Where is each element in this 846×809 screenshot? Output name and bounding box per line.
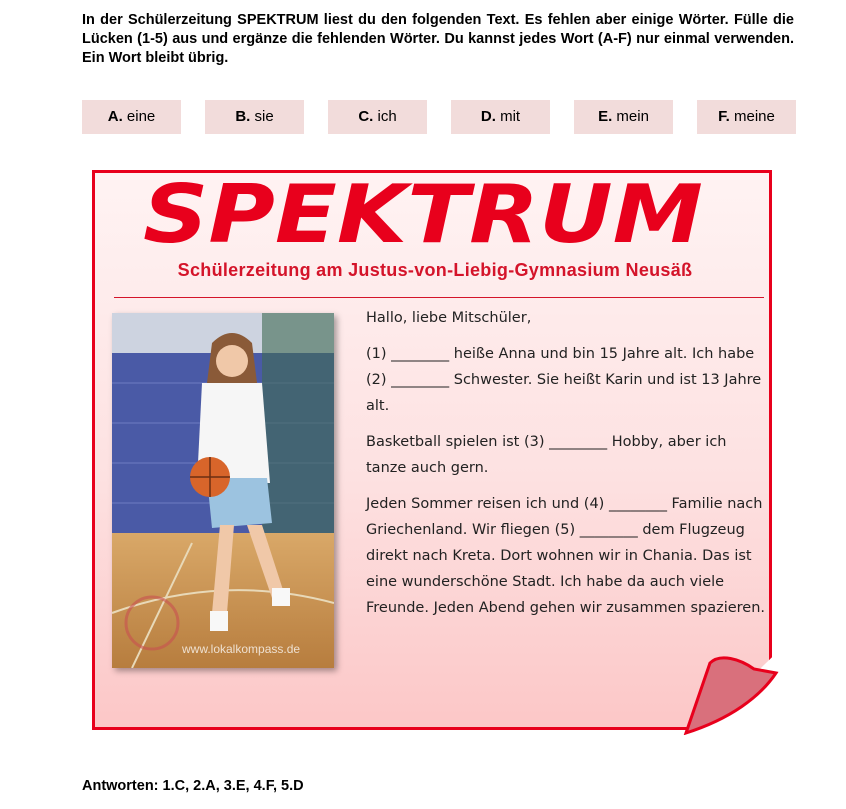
option-word: ich bbox=[377, 108, 397, 125]
option-word: eine bbox=[126, 108, 156, 125]
paragraph-1: (1) ________ heiße Anna und bin 15 Jahre alt. Ich habe (2) ________ Schwester. Sie heißt Karin und ist 13 Jahre alt. bbox=[366, 346, 762, 414]
article-text bbox=[366, 305, 766, 631]
option-b bbox=[205, 100, 304, 134]
paragraph-2: Basketball spielen ist (3) ________ Hobby, aber ich tanze auch gern. bbox=[366, 434, 727, 476]
logo-text: SPEKTRUM bbox=[143, 178, 703, 254]
option-word: mein bbox=[616, 108, 649, 125]
task-instructions: In der Schülerzeitung SPEKTRUM liest du den folgenden Text. Es fehlen aber einige Wörter. Fülle die Lücken (1-5) aus und ergänze die fehlenden Wörter. Du kannst jedes Wort (A-F) nur einmal verwenden. Ein Wort bleibt übrig. bbox=[82, 12, 794, 66]
divider bbox=[114, 297, 764, 298]
option-c bbox=[328, 100, 427, 134]
option-letter: F. bbox=[718, 108, 730, 125]
paragraph-3: Jeden Sommer reisen ich und (4) ________ Familie nach Griechenland. Wir fliegen (5) ________ dem Flugzeug direkt nach Kreta. Dort wohnen wir in Chania. Das ist eine wunderschöne Stadt. Ich habe da auch viele Freunde. Jeden Abend gehen wir zusammen spazieren. bbox=[366, 496, 766, 616]
option-letter: E. bbox=[598, 108, 613, 125]
option-d bbox=[451, 100, 550, 134]
word-options bbox=[82, 100, 796, 134]
spektrum-logo bbox=[138, 178, 708, 254]
option-f bbox=[697, 100, 796, 134]
option-letter: C. bbox=[358, 108, 374, 125]
option-letter: A. bbox=[107, 108, 123, 125]
photo-watermark: www.lokalkompass.de bbox=[182, 642, 301, 656]
option-letter: D. bbox=[480, 108, 496, 125]
option-word: meine bbox=[733, 108, 775, 125]
option-e bbox=[574, 100, 673, 134]
option-word: sie bbox=[254, 108, 274, 125]
option-word: mit bbox=[500, 108, 521, 125]
greeting: Hallo, liebe Mitschüler, bbox=[366, 310, 532, 326]
basketball-photo bbox=[112, 313, 334, 668]
page-curl bbox=[680, 655, 780, 735]
option-a bbox=[82, 100, 181, 134]
newspaper-subtitle: Schülerzeitung am Justus-von-Liebig-Gymnasium Neusäß bbox=[177, 260, 693, 280]
option-letter: B. bbox=[235, 108, 251, 125]
answer-key: Antworten: 1.C, 2.A, 3.E, 4.F, 5.D bbox=[82, 778, 304, 794]
